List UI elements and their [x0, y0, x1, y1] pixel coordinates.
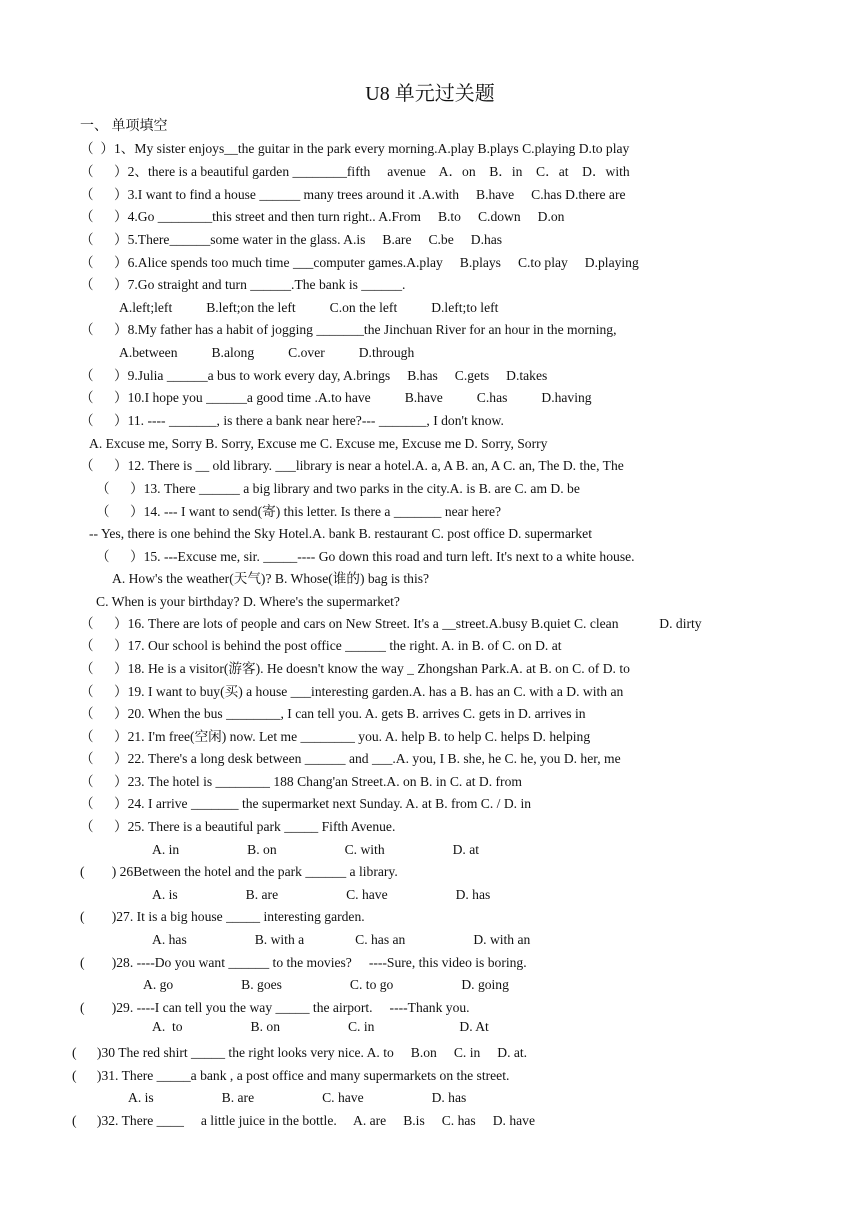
question-11: （ ）11. ---- _______, is there a bank near here?--- _______, I don't know.: [80, 413, 504, 428]
question-7: （ ）7.Go straight and turn ______.The bank is ______.: [80, 277, 406, 292]
question-13: （ ）13. There ______ a big library and two parks in the city.A. is B. are C. am D. be: [96, 481, 580, 496]
question-18: （ ）18. He is a visitor(游客). He doesn't know the way _ Zhongshan Park.A. at B. on C. of D. to: [80, 661, 630, 676]
question-15: （ ）15. ---Excuse me, sir. _____---- Go down this road and turn left. It's next to a white house.: [96, 549, 635, 564]
question-27-options: A. has B. with a C. has an D. with an: [152, 932, 531, 947]
question-8-options: A.between B.along C.over D.through: [119, 345, 415, 360]
question-20: （ ）20. When the bus ________, I can tell you. A. gets B. arrives C. gets in D. arrives in: [80, 706, 586, 721]
question-1: （ ）1、My sister enjoys__the guitar in the park every morning.A.play B.plays C.playing D.to play: [80, 141, 630, 156]
question-19: （ ）19. I want to buy(买) a house ___interesting garden.A. has a B. has an C. with a D. with an: [80, 684, 624, 699]
question-14: （ ）14. --- I want to send(寄) this letter. Is there a _______ near here?: [96, 504, 502, 519]
question-14-continuation: -- Yes, there is one behind the Sky Hotel.A. bank B. restaurant C. post office D. supermarket: [89, 526, 592, 541]
section-heading: 一、 单项填空: [80, 119, 168, 134]
question-26-options: A. is B. are C. have D. has: [152, 887, 491, 902]
question-16: （ ）16. There are lots of people and cars on New Street. It's a __street.A.busy B.quiet C. clean D. dirty: [80, 616, 702, 631]
question-11-options: A. Excuse me, Sorry B. Sorry, Excuse me C. Excuse me, Excuse me D. Sorry, Sorry: [89, 436, 548, 451]
question-8: （ ）8.My father has a habit of jogging _______the Jinchuan River for an hour in the morning,: [80, 322, 617, 337]
question-3: （ ）3.I want to find a house ______ many trees around it .A.with B.have C.has D.there are: [80, 187, 626, 202]
question-29: ( )29. ----I can tell you the way _____ the airport. ----Thank you.: [80, 1000, 470, 1015]
question-6: （ ）6.Alice spends too much time ___computer games.A.play B.plays C.to play D.playing: [80, 255, 639, 270]
question-2: （ ）2、there is a beautiful garden ________fifth avenue A．on B．in C．at D．with: [80, 164, 630, 179]
question-12: （ ）12. There is __ old library. ___library is near a hotel.A. a, A B. an, A C. an, The D. the, The: [80, 458, 624, 473]
question-15-options-ab: A. How's the weather(天气)? B. Whose(谁的) bag is this?: [112, 571, 430, 586]
question-4: （ ）4.Go ________this street and then turn right.. A.From B.to C.down D.on: [80, 209, 565, 224]
question-29-options: A. to B. on C. in D. At: [152, 1019, 489, 1034]
question-10: （ ）10.I hope you ______a good time .A.to have B.have C.has D.having: [80, 390, 592, 405]
question-15-options-cd: C. When is your birthday? D. Where's the supermarket?: [96, 594, 400, 609]
question-22: （ ）22. There's a long desk between ______ and ___.A. you, I B. she, he C. he, you D. her, me: [80, 751, 621, 766]
question-25-options: A. in B. on C. with D. at: [152, 842, 480, 857]
question-24: （ ）24. I arrive _______ the supermarket next Sunday. A. at B. from C. / D. in: [80, 796, 532, 811]
question-5: （ ）5.There______some water in the glass. A.is B.are C.be D.has: [80, 232, 503, 247]
question-30: ( )30 The red shirt _____ the right looks very nice. A. to B.on C. in D. at.: [72, 1045, 528, 1060]
question-7-options: A.left;left B.left;on the left C.on the left D.left;to left: [119, 300, 499, 315]
question-25: （ ）25. There is a beautiful park _____ Fifth Avenue.: [80, 819, 396, 834]
question-31: ( )31. There _____a bank , a post office and many supermarkets on the street.: [72, 1068, 510, 1083]
question-21: （ ）21. I'm free(空闲) now. Let me ________ you. A. help B. to help C. helps D. helping: [80, 729, 591, 744]
question-17: （ ）17. Our school is behind the post office ______ the right. A. in B. of C. on D. at: [80, 638, 562, 653]
question-32: ( )32. There ____ a little juice in the bottle. A. are B.is C. has D. have: [72, 1113, 535, 1128]
page-title: U8 单元过关题: [365, 83, 495, 105]
question-28: ( )28. ----Do you want ______ to the movies? ----Sure, this video is boring.: [80, 955, 527, 970]
question-9: （ ）9.Julia ______a bus to work every day, A.brings B.has C.gets D.takes: [80, 368, 548, 383]
question-28-options: A. go B. goes C. to go D. going: [143, 977, 509, 992]
question-31-options: A. is B. are C. have D. has: [128, 1090, 467, 1105]
question-27: ( )27. It is a big house _____ interesting garden.: [80, 909, 365, 924]
question-26: ( ) 26Between the hotel and the park ______ a library.: [80, 864, 398, 879]
question-23: （ ）23. The hotel is ________ 188 Chang'an Street.A. on B. in C. at D. from: [80, 774, 522, 789]
